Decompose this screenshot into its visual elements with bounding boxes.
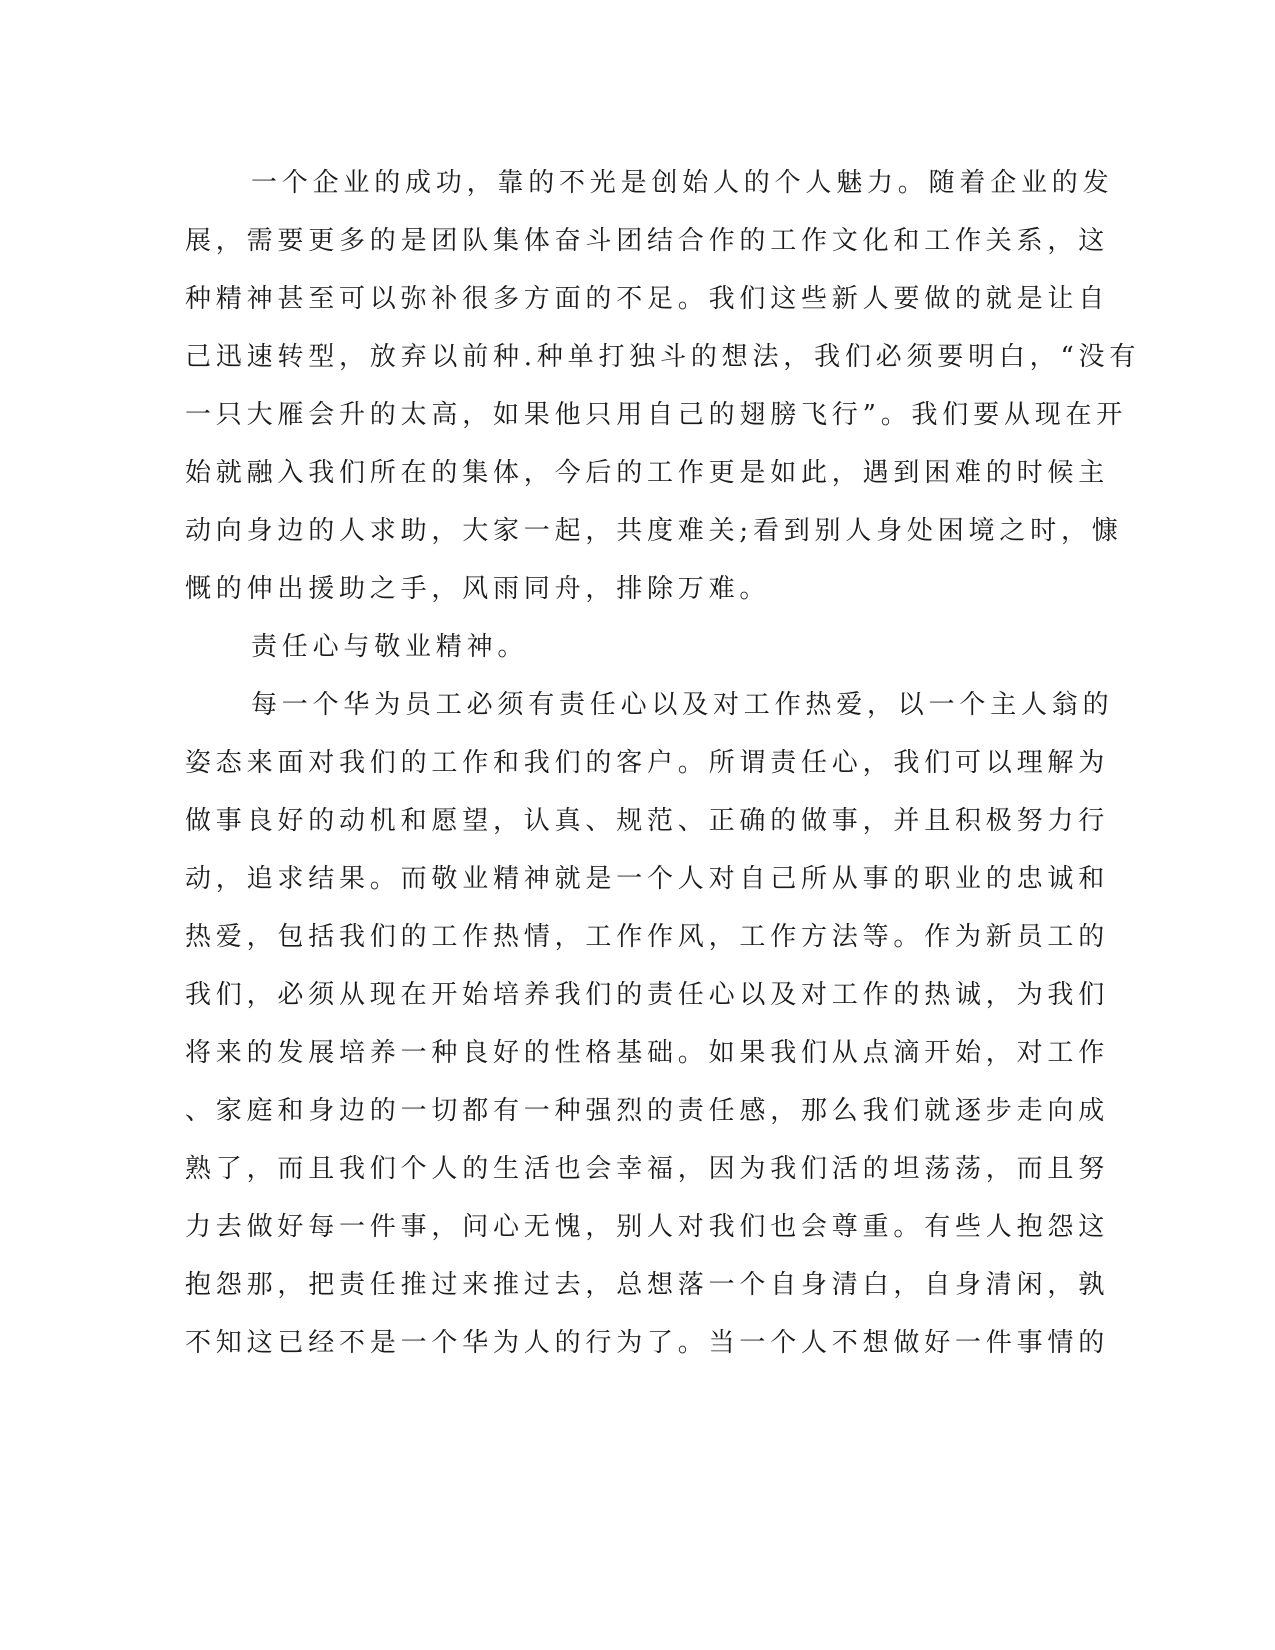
text-line: 始就融入我们所在的集体，今后的工作更是如此，遇到困难的时候主: [185, 458, 1110, 488]
text-line: 每一个华为员工必须有责任心以及对工作热爱，以一个主人翁的: [251, 690, 1114, 720]
text-line: 热爱，包括我们的工作热情，工作作风，工作方法等。作为新员工的: [185, 922, 1110, 952]
text-line: 力去做好每一件事，问心无愧，别人对我们也会尊重。有些人抱怨这: [185, 1212, 1110, 1242]
document-body: [185, 154, 1141, 1372]
text-line: 己迅速转型，放弃以前种.种单打独斗的想法，我们必须要明白，“没有: [185, 342, 1141, 372]
text-line: 熟了，而且我们个人的生活也会幸福，因为我们活的坦荡荡，而且努: [185, 1154, 1110, 1184]
text-line: 我们，必须从现在开始培养我们的责任心以及对工作的热诚，为我们: [185, 980, 1110, 1010]
text-line: 动向身边的人求助，大家一起，共度难关;看到别人身处困境之时，慷: [185, 516, 1123, 546]
text-line: 展，需要更多的是团队集体奋斗团结合作的工作文化和工作关系，这: [185, 226, 1110, 256]
text-line: 做事良好的动机和愿望，认真、规范、正确的做事，并且积极努力行: [185, 806, 1110, 836]
text-line: 一个企业的成功，靠的不光是创始人的个人魅力。随着企业的发: [251, 168, 1114, 198]
text-line: 动，追求结果。而敬业精神就是一个人对自己所从事的职业的忠诚和: [185, 864, 1110, 894]
text-line: 姿态来面对我们的工作和我们的客户。所谓责任心，我们可以理解为: [185, 748, 1110, 778]
text-line: 慨的伸出援助之手，风雨同舟，排除万难。: [185, 574, 771, 604]
text-line: 、家庭和身边的一切都有一种强烈的责任感，那么我们就逐步走向成: [185, 1096, 1110, 1126]
section-heading: 责任心与敬业精神。: [251, 632, 529, 662]
text-line: 抱怨那，把责任推过来推过去，总想落一个自身清白，自身清闲，孰: [185, 1270, 1110, 1300]
text-line: 不知这已经不是一个华为人的行为了。当一个人不想做好一件事情的: [185, 1328, 1110, 1358]
text-line: 种精神甚至可以弥补很多方面的不足。我们这些新人要做的就是让自: [185, 284, 1110, 314]
text-line: 一只大雁会升的太高，如果他只用自己的翅膀飞行”。我们要从现在开: [185, 400, 1128, 430]
text-line: 将来的发展培养一种良好的性格基础。如果我们从点滴开始，对工作: [185, 1038, 1110, 1068]
